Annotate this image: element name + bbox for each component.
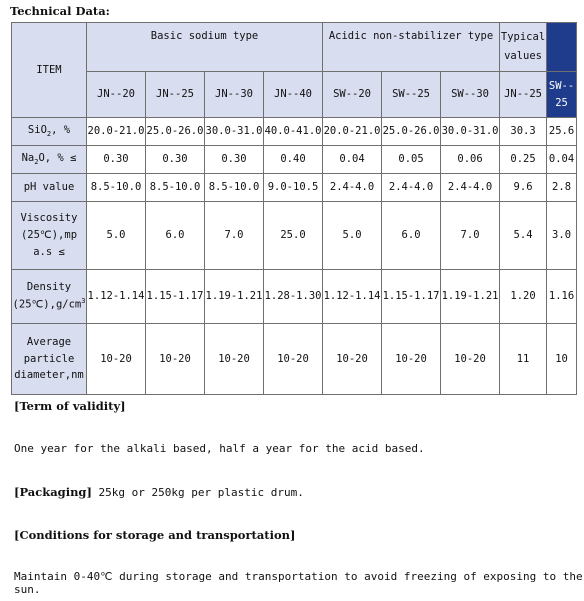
na2o-label-text: Na (21, 152, 35, 165)
item-header: ITEM (12, 23, 87, 118)
density-label-sup: 3 (81, 297, 86, 306)
validity-text: One year for the alkali based, half a year for the acid based. (14, 442, 425, 455)
density-label-line2: (25℃),g/cm (12, 298, 82, 311)
table-cell: 9.0-10.5 (264, 174, 323, 202)
table-cell: 8.5-10.0 (205, 174, 264, 202)
table-cell: 25.0-26.0 (146, 118, 205, 146)
technical-data-table (11, 22, 577, 395)
table-row-na2o (12, 146, 577, 174)
packaging-section (14, 485, 304, 499)
table-cell: 1.19-1.21 (441, 270, 500, 324)
typical-values-line1: Typical (500, 31, 546, 44)
table-cell: 0.05 (382, 146, 441, 174)
na2o-label-sub: 2 (34, 158, 39, 167)
table-cell: 0.04 (323, 146, 382, 174)
storage-title: [Conditions for storage and transportation] (14, 528, 296, 542)
table-cell: 1.15-1.17 (382, 270, 441, 324)
table-cell: 0.06 (441, 146, 500, 174)
table-cell: 30.3 (500, 118, 547, 146)
table-cell: 1.12-1.14 (87, 270, 146, 324)
table-cell: 7.0 (205, 202, 264, 270)
typical-values-line2: values (504, 50, 542, 62)
sio2-label-unit: , % (51, 124, 71, 137)
typical-values-header (500, 23, 547, 72)
table-row-density (12, 270, 577, 324)
sio2-label-text: SiO (27, 124, 47, 137)
table-cell: 2.4-4.0 (323, 174, 382, 202)
code-jn-30: JN--30 (205, 72, 264, 118)
table-cell: 7.0 (441, 202, 500, 270)
acidic-type-header: Acidic non-stabilizer type (323, 23, 500, 72)
row-label-ph: pH value (12, 174, 87, 202)
table-cell: 8.5-10.0 (87, 174, 146, 202)
table-cell: 5.4 (500, 202, 547, 270)
table-cell: 20.0-21.0 (87, 118, 146, 146)
table-row-particle-diameter (12, 324, 577, 395)
table-row-sio2 (12, 118, 577, 146)
table-cell: 8.5-10.0 (146, 174, 205, 202)
viscosity-label-line2: (25℃),mp (20, 229, 78, 242)
na2o-label-unit: O, % ≤ (38, 152, 77, 165)
table-cell: 0.30 (146, 146, 205, 174)
code-sw-20: SW--20 (323, 72, 382, 118)
table-cell: 1.28-1.30 (264, 270, 323, 324)
code-jn-40: JN--40 (264, 72, 323, 118)
table-cell: 20.0-21.0 (323, 118, 382, 146)
particle-label-line1: Average (26, 335, 72, 348)
row-label-na2o (12, 146, 87, 174)
table-cell: 30.0-31.0 (205, 118, 264, 146)
technical-data-heading: Technical Data: (10, 4, 110, 18)
table-cell: 10-20 (264, 324, 323, 395)
table-row-viscosity (12, 202, 577, 270)
table-row-ph (12, 174, 577, 202)
table-cell: 6.0 (146, 202, 205, 270)
table-group-header-row (12, 23, 577, 72)
table-cell: 0.04 (547, 146, 577, 174)
code-typical-sw-25 (547, 72, 577, 118)
code-sw-25: SW--25 (382, 72, 441, 118)
table-cell: 25.0-26.0 (382, 118, 441, 146)
basic-sodium-type-header: Basic sodium type (87, 23, 323, 72)
table-cell: 10-20 (205, 324, 264, 395)
table-cell: 5.0 (323, 202, 382, 270)
sio2-label-sub: 2 (46, 130, 52, 139)
typical-header-dark-cell (547, 23, 577, 72)
validity-title: [Term of validity] (14, 399, 126, 413)
code-typical-sw-25-part1: SW-- (548, 79, 575, 92)
table-cell: 0.25 (500, 146, 547, 174)
code-typical-jn-25: JN--25 (500, 72, 547, 118)
table-cell: 10-20 (382, 324, 441, 395)
table-cell: 1.19-1.21 (205, 270, 264, 324)
table-cell: 10-20 (146, 324, 205, 395)
table-cell: 10-20 (87, 324, 146, 395)
table-cell: 10-20 (441, 324, 500, 395)
density-label-line1: Density (26, 281, 72, 294)
storage-text: Maintain 0-40℃ during storage and transportation to avoid freezing of exposing to the sun. (14, 570, 583, 596)
table-cell: 1.15-1.17 (146, 270, 205, 324)
table-cell: 1.12-1.14 (323, 270, 382, 324)
table-cell: 3.0 (547, 202, 577, 270)
table-cell: 40.0-41.0 (264, 118, 323, 146)
table-cell: 30.0-31.0 (441, 118, 500, 146)
table-cell: 6.0 (382, 202, 441, 270)
table-cell: 2.4-4.0 (441, 174, 500, 202)
row-label-viscosity (12, 202, 87, 270)
table-cell: 2.8 (547, 174, 577, 202)
table-cell: 10 (547, 324, 577, 395)
viscosity-label-line1: Viscosity (20, 212, 78, 225)
code-typical-sw-25-part2: 25 (555, 96, 568, 109)
code-jn-20: JN--20 (87, 72, 146, 118)
row-label-particle-diameter (12, 324, 87, 395)
table-cell: 9.6 (500, 174, 547, 202)
row-label-density (12, 270, 87, 324)
code-jn-25: JN--25 (146, 72, 205, 118)
table-cell: 5.0 (87, 202, 146, 270)
table-cell: 2.4-4.0 (382, 174, 441, 202)
table-cell: 0.30 (87, 146, 146, 174)
particle-label-line2: particle (23, 352, 75, 365)
table-cell: 0.40 (264, 146, 323, 174)
table-code-row (12, 72, 577, 118)
table-cell: 25.0 (264, 202, 323, 270)
table-cell: 1.20 (500, 270, 547, 324)
code-sw-30: SW--30 (441, 72, 500, 118)
table-cell: 10-20 (323, 324, 382, 395)
table-cell: 25.6 (547, 118, 577, 146)
viscosity-label-line3: a.s ≤ (33, 245, 65, 258)
packaging-title: [Packaging] (14, 485, 92, 499)
particle-label-line3: diameter,nm (14, 369, 84, 382)
table-cell: 1.16 (547, 270, 577, 324)
packaging-text: 25kg or 250kg per plastic drum. (91, 486, 304, 499)
row-label-sio2 (12, 118, 87, 146)
table-cell: 0.30 (205, 146, 264, 174)
table-cell: 11 (500, 324, 547, 395)
